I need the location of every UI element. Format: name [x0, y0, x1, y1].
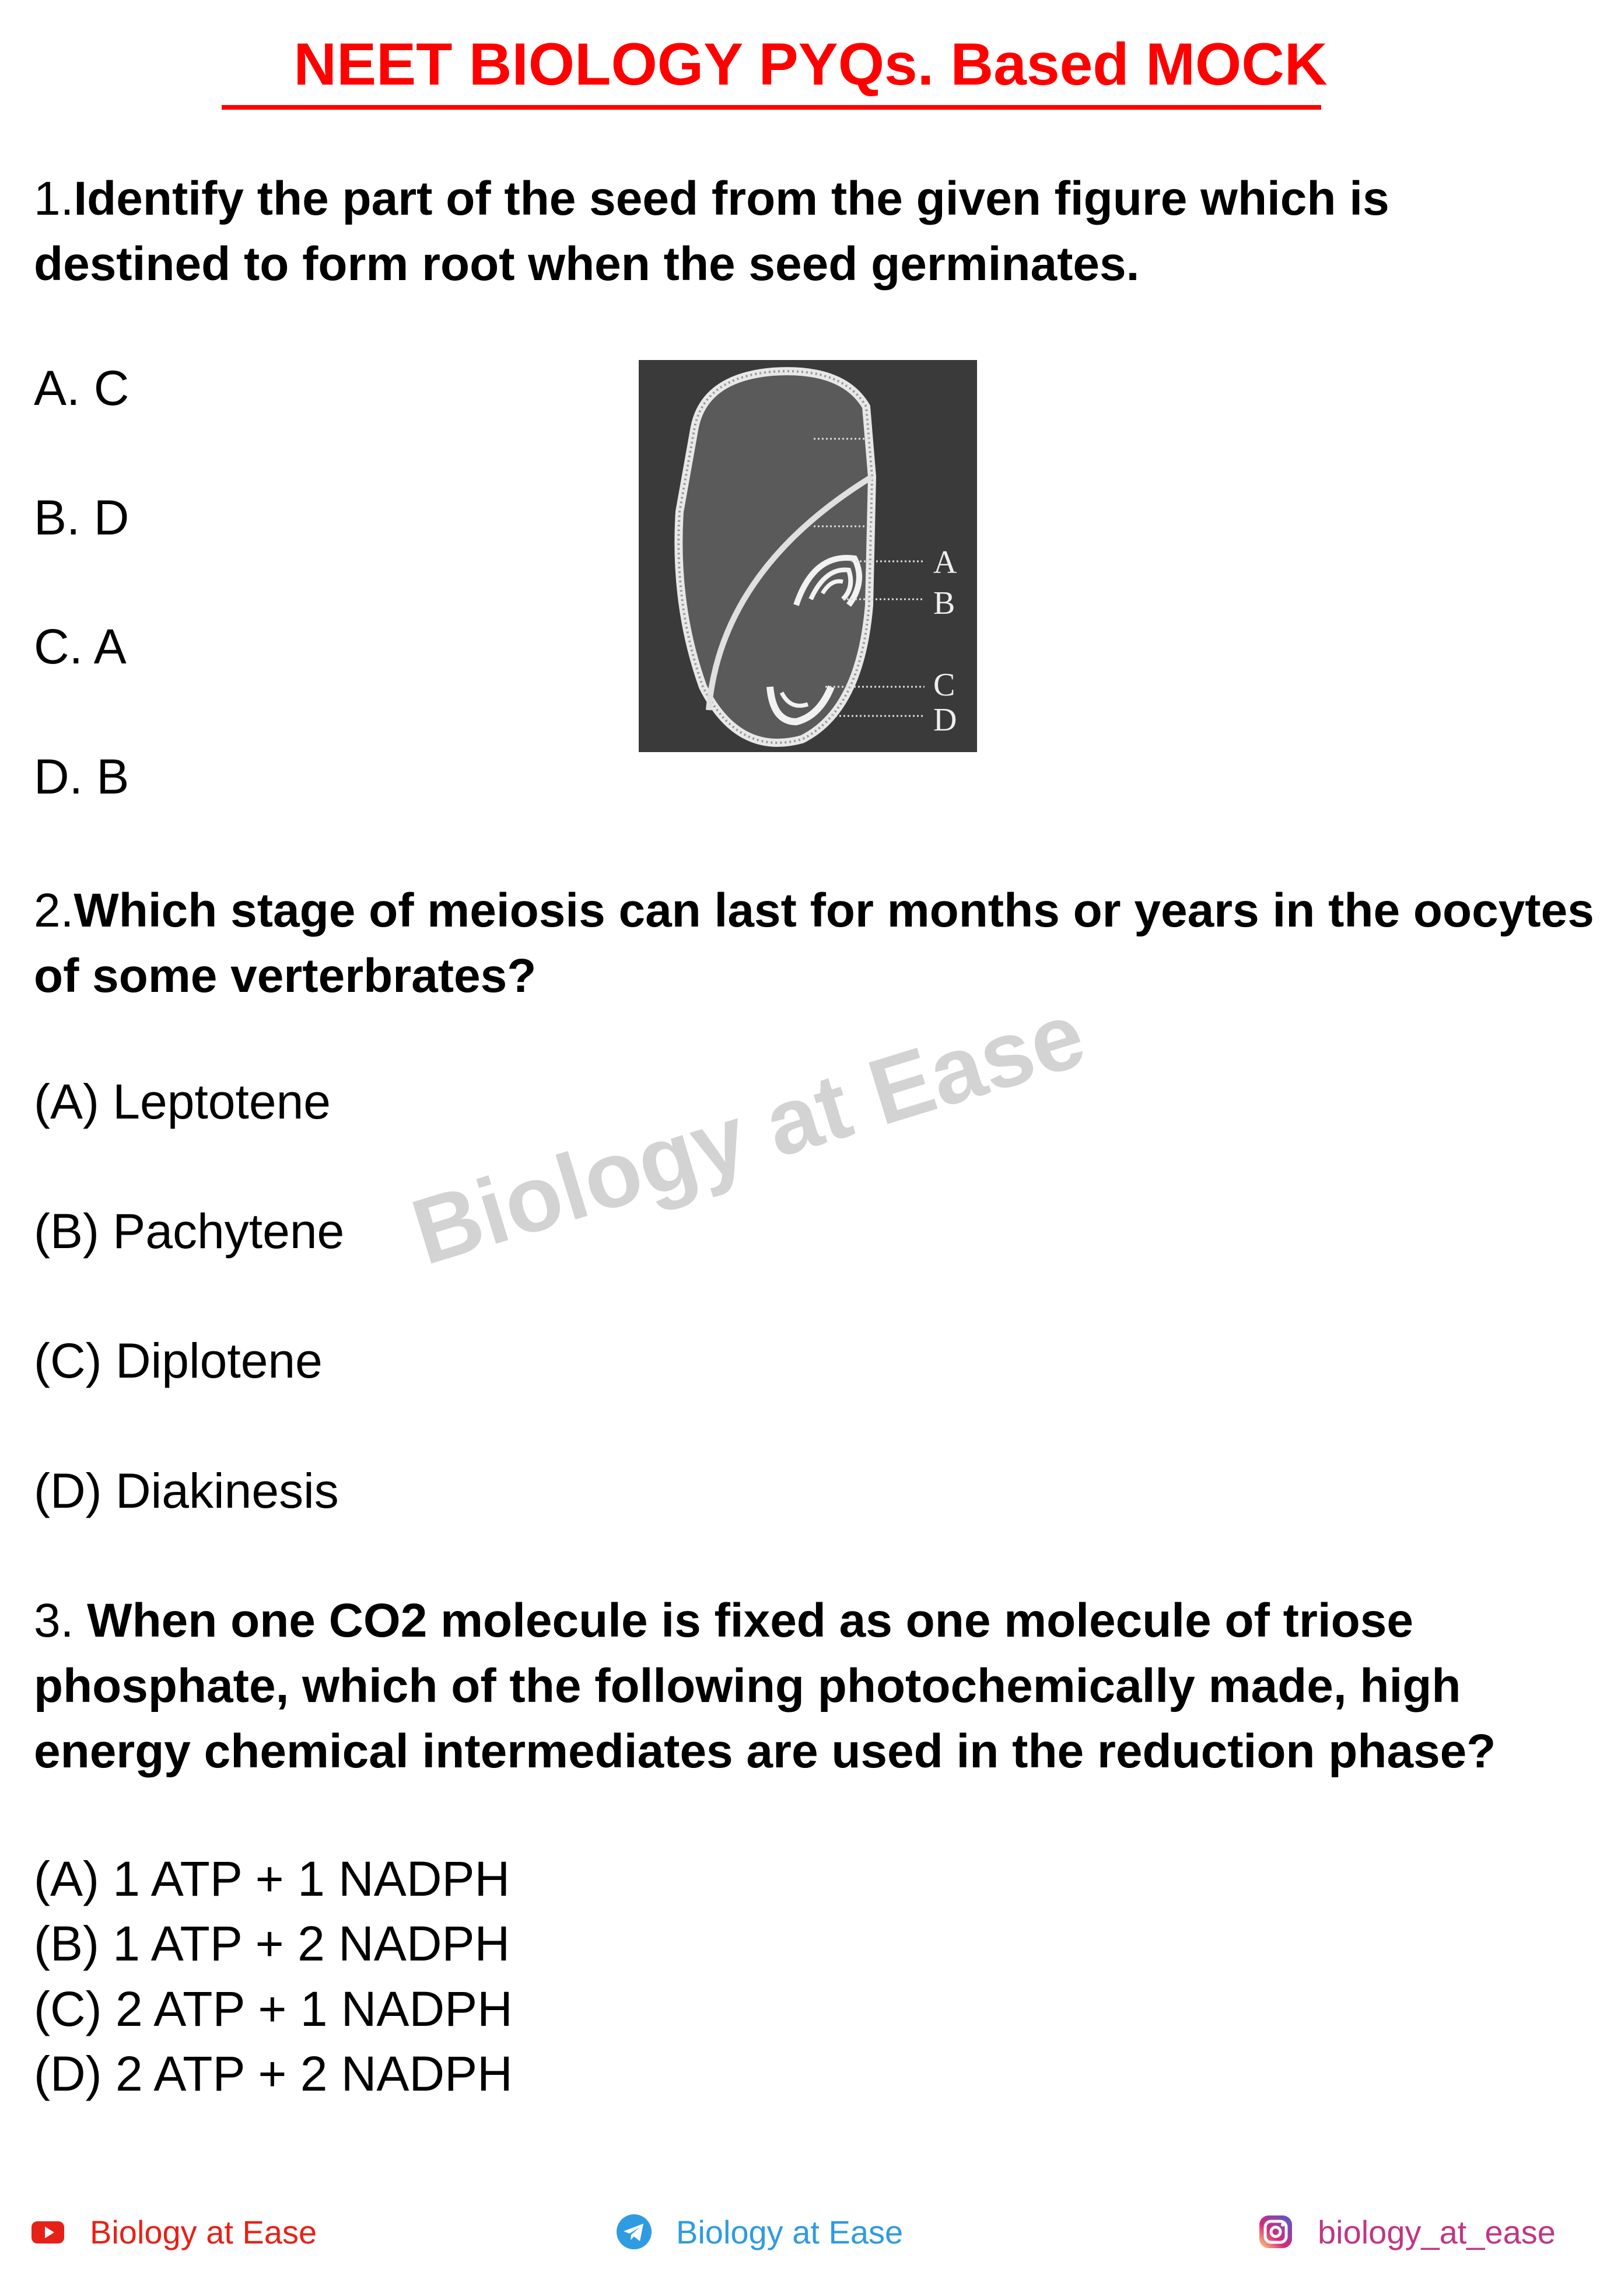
- q2-option-d[interactable]: (D) Diakinesis: [34, 1463, 339, 1518]
- q1-option-b[interactable]: B. D: [34, 490, 129, 545]
- footer-telegram-label: Biology at Ease: [676, 2213, 904, 2250]
- instagram-icon: [1257, 2213, 1294, 2250]
- question-number: 2.: [34, 884, 74, 937]
- figure-label-c: C: [933, 667, 955, 703]
- question-text: When one CO2 molecule is fixed as one molecule of triose phosphate, which of the following photochemically made, high energy chemical intermediates are used in the reduction phase?: [34, 1594, 1496, 1778]
- footer-youtube-link[interactable]: [29, 2208, 317, 2255]
- question-number: 3.: [34, 1594, 87, 1647]
- q2-option-a[interactable]: (A) Leptotene: [34, 1074, 331, 1129]
- q1-option-c[interactable]: C. A: [34, 619, 127, 674]
- q3-option-a[interactable]: (A) 1 ATP + 1 NADPH: [34, 1851, 510, 1906]
- figure-label-a: A: [933, 544, 957, 581]
- q1-option-d[interactable]: D. B: [34, 749, 129, 804]
- question-2: [34, 878, 1597, 1009]
- q3-option-d[interactable]: (D) 2 ATP + 2 NADPH: [34, 2046, 513, 2101]
- question-number: 1.: [34, 172, 74, 225]
- footer-instagram-label: biology_at_ease: [1318, 2213, 1556, 2250]
- question-text: Identify the part of the seed from the given figure which is destined to form root when the seed germinates.: [34, 172, 1389, 291]
- telegram-icon: [615, 2213, 653, 2250]
- q2-option-c[interactable]: (C) Diplotene: [34, 1333, 323, 1388]
- seed-diagram: [639, 360, 977, 752]
- q2-option-b[interactable]: (B) Pachytene: [34, 1204, 345, 1259]
- q3-option-b[interactable]: (B) 1 ATP + 2 NADPH: [34, 1916, 510, 1971]
- figure-label-d: D: [933, 702, 957, 738]
- q1-option-a[interactable]: A. C: [34, 361, 129, 415]
- question-1: [34, 166, 1597, 297]
- watermark: Biology at Ease: [400, 981, 1096, 1285]
- footer-instagram-link[interactable]: [1257, 2208, 1556, 2255]
- footer-telegram-link[interactable]: [615, 2208, 903, 2255]
- footer-youtube-label: Biology at Ease: [90, 2213, 317, 2250]
- youtube-icon: [29, 2213, 66, 2250]
- figure-label-b: B: [933, 585, 955, 621]
- question-3: [34, 1588, 1597, 1784]
- q3-option-c[interactable]: (C) 2 ATP + 1 NADPH: [34, 1982, 513, 2036]
- question-text: Which stage of meiosis can last for months or years in the oocytes of some verterbrates?: [34, 884, 1594, 1002]
- title-underline: [222, 105, 1321, 110]
- page-title: NEET BIOLOGY PYQs. Based MOCK: [293, 31, 1328, 97]
